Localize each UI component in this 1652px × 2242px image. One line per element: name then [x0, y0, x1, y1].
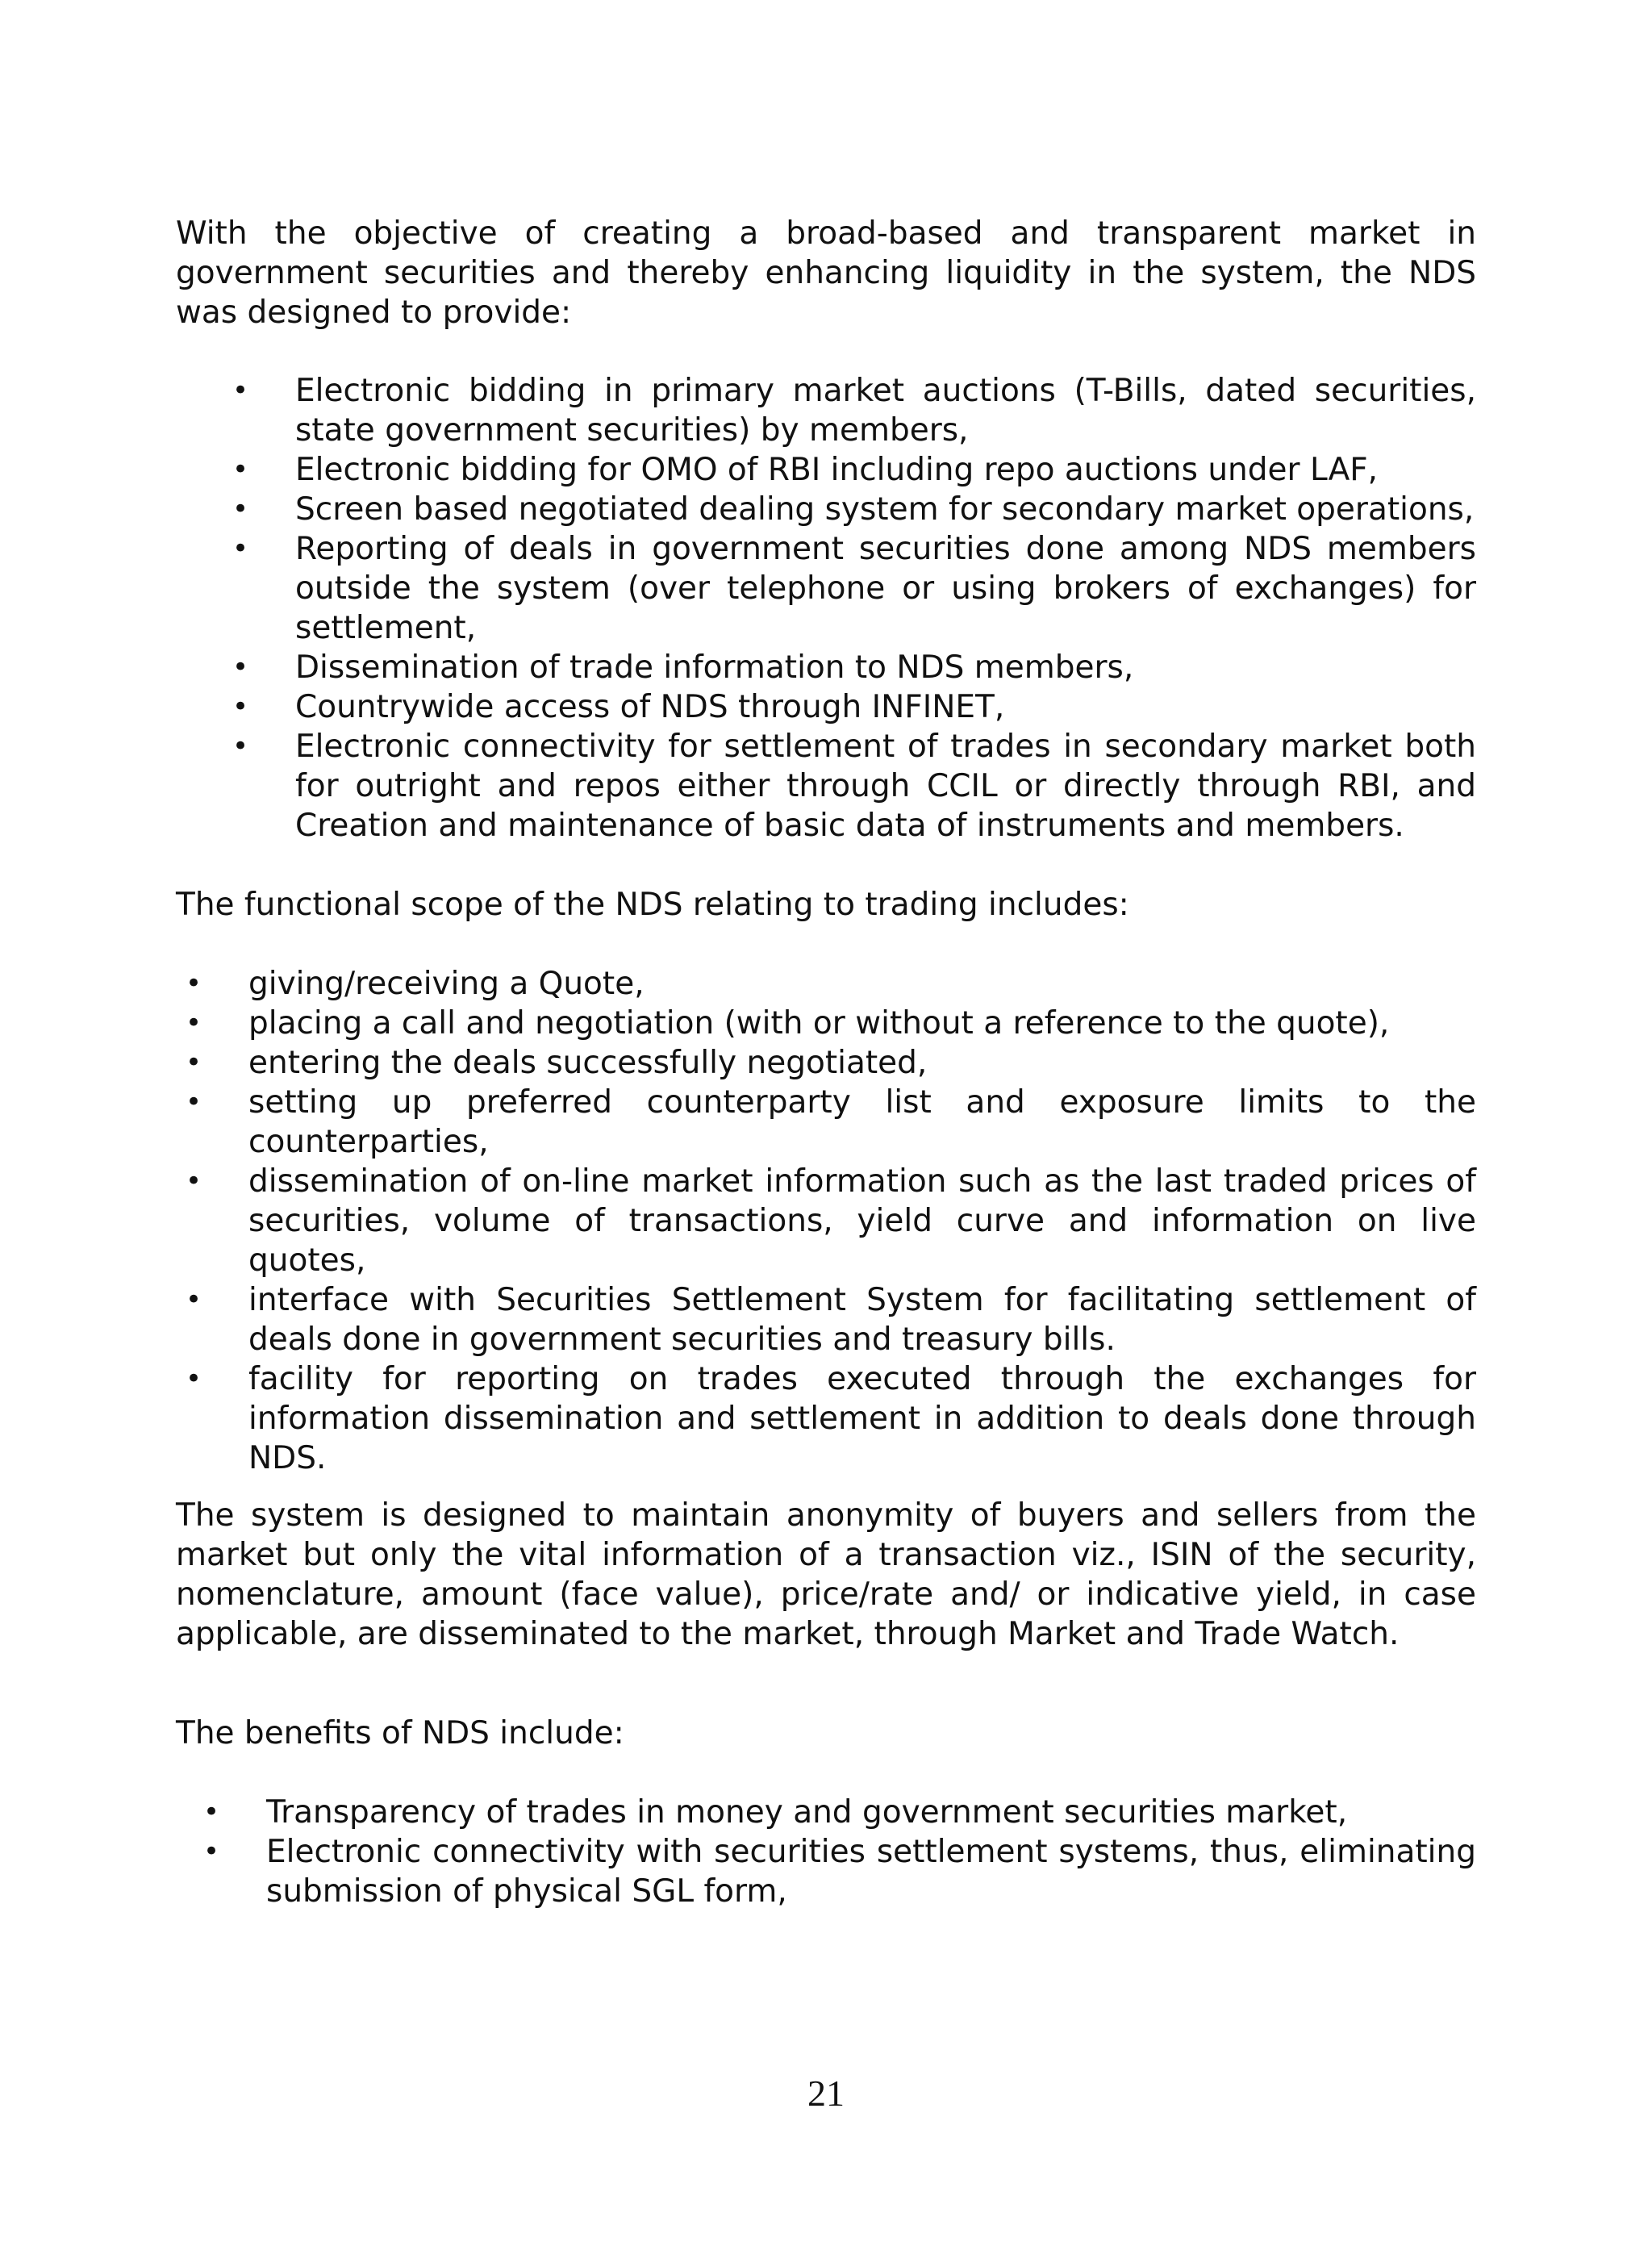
bullet-icon: •: [203, 1835, 220, 1868]
provide-list: [232, 371, 1476, 845]
list-item: • facility for reporting on trades executed through the exchanges for information dissemination and settlement in addition to deals done through NDS.: [186, 1361, 1476, 1476]
bullet-icon: •: [186, 1007, 202, 1039]
bullet-icon: •: [232, 691, 249, 723]
bullet-icon: •: [186, 1046, 202, 1079]
bullet-icon: •: [232, 651, 249, 683]
benefits-list: [203, 1793, 1476, 1911]
scope-heading: The functional scope of the NDS relating to trading includes:: [176, 887, 1129, 923]
bullet-icon: •: [203, 1796, 220, 1828]
list-item: • Electronic bidding for OMO of RBI including repo auctions under LAF,: [232, 452, 1379, 488]
list-item: • Electronic connectivity with securities settlement systems, thus, eliminating submission of physical SGL form,: [203, 1834, 1476, 1910]
bullet-icon: •: [232, 493, 249, 525]
list-item: • placing a call and negotiation (with or without a reference to the quote),: [186, 1005, 1390, 1042]
scope-list: [186, 964, 1476, 1478]
bullet-icon: •: [186, 1086, 202, 1118]
list-item: • Countrywide access of NDS through INFINET,: [232, 689, 1005, 725]
bullet-icon: •: [232, 730, 249, 762]
bullet-icon: •: [232, 532, 249, 565]
benefits-heading: The benefits of NDS include:: [176, 1715, 624, 1751]
list-item: • Transparency of trades in money and government securities market,: [203, 1794, 1348, 1831]
bullet-icon: •: [186, 1284, 202, 1316]
page-content: [176, 214, 1476, 1911]
list-item: • interface with Securities Settlement System for facilitating settlement of deals done in government securities and treasury bills.: [186, 1282, 1476, 1358]
list-item: • Dissemination of trade information to NDS members,: [232, 649, 1134, 686]
bullet-icon: •: [186, 1165, 202, 1197]
list-item: • entering the deals successfully negotiated,: [186, 1045, 928, 1081]
list-item: • giving/receiving a Quote,: [186, 966, 645, 1002]
list-item: • dissemination of on-line market information such as the last traded prices of securities, volume of transactions, yield curve and information on live quotes,: [186, 1163, 1476, 1279]
bullet-icon: •: [232, 453, 249, 486]
list-item: • setting up preferred counterparty list and exposure limits to the counterparties,: [186, 1084, 1476, 1160]
bullet-icon: •: [232, 374, 249, 407]
bullet-icon: •: [186, 967, 202, 1000]
list-item: • Electronic bidding in primary market auctions (T-Bills, dated securities, state government securities) by members,: [232, 373, 1476, 449]
list-item: • Screen based negotiated dealing system for secondary market operations,: [232, 491, 1475, 528]
bullet-icon: •: [186, 1363, 202, 1395]
list-item: • Reporting of deals in government securities done among NDS members outside the system (over telephone or using brokers of exchanges) for settlement,: [232, 531, 1476, 646]
page-number: 21: [807, 2073, 845, 2114]
anonymity-paragraph: The system is designed to maintain anonymity of buyers and sellers from the market but only the vital information of a transaction viz., ISIN of the security, nomenclature, amount (face value), price/rate and/ or indicative yield, in case applicable, are disseminated to the market, through Market and Trade Watch.: [176, 1497, 1476, 1652]
list-item: • Electronic connectivity for settlement of trades in secondary market both for outright and repos either through CCIL or directly through RBI, and Creation and maintenance of basic data of instruments and members.: [232, 729, 1476, 844]
intro-paragraph: With the objective of creating a broad-based and transparent market in government securities and thereby enhancing liquidity in the system, the NDS was designed to provide:: [176, 215, 1476, 331]
